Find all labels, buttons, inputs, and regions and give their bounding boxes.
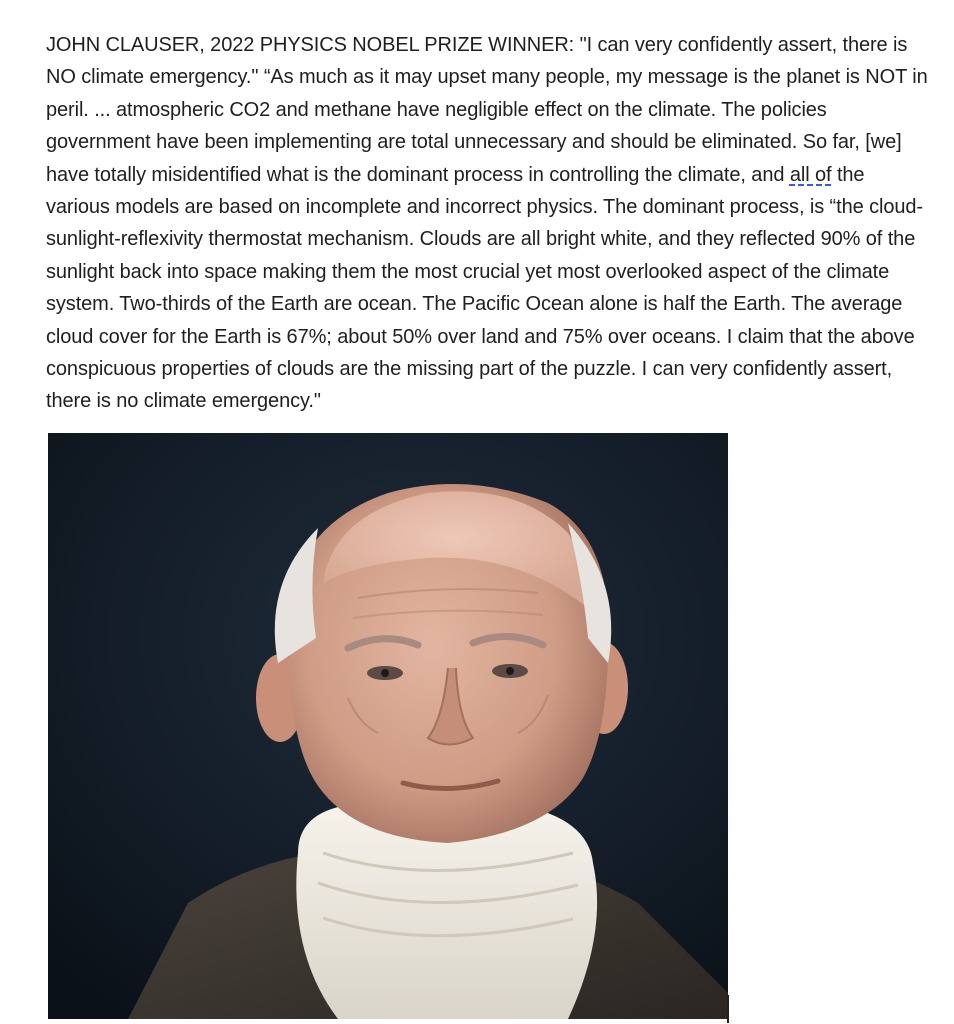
portrait-illustration bbox=[48, 433, 728, 1019]
spellcheck-flagged-text[interactable]: all of bbox=[789, 163, 832, 186]
post-text-part-2: the various models are based on incomplete and incorrect physics. The dominant process, is “the cloud-sunlight-reflexivity thermostat mechanism. Clouds are all bright white, and they reflected 90% of the sunlight back into space making them the most crucial yet most overlooked aspect of the climate system. Two-thirds of the Earth are ocean. The Pacific Ocean alone is half the Earth. The average cloud cover for the Earth is 67%; about 50% over land and 75% over oceans. I claim that the above conspicuous properties of clouds are the missing part of the puzzle. I can very confidently assert, there is no climate emergency." bbox=[46, 163, 923, 413]
post-text bbox=[46, 29, 932, 418]
portrait-photo bbox=[48, 433, 728, 1019]
image-border-edge bbox=[727, 995, 729, 1023]
post-text-part-1: JOHN CLAUSER, 2022 PHYSICS NOBEL PRIZE WINNER: "I can very confidently assert, there is NO climate emergency." “As much as it may upset many people, my message is the planet is NOT in peril. ... atmospheric CO2 and methane have negligible effect on the climate. The policies government have been implementing are total unnecessary and should be eliminated. So far, [we] have totally misidentified what is the dominant process in controlling the climate, and bbox=[46, 34, 928, 186]
